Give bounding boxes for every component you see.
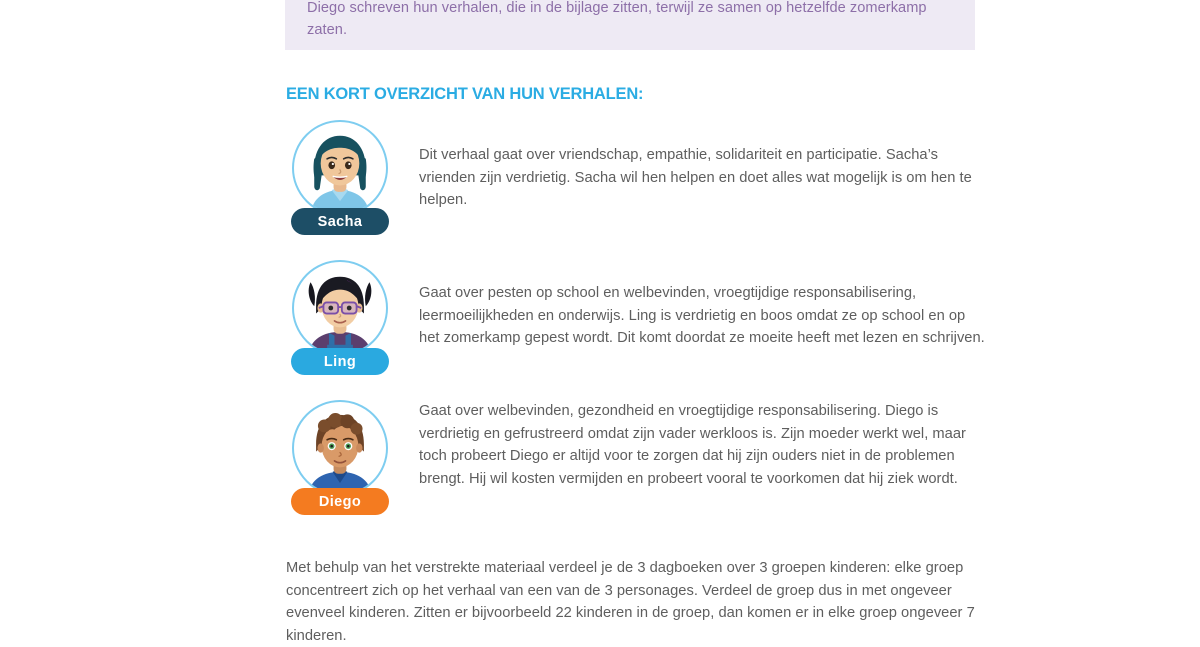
name-badge-ling: Ling xyxy=(291,348,389,375)
closing-paragraph: Met behulp van het verstrekte materiaal verdeel je de 3 dagboeken over 3 groepen kinderen: elke groep concentreert zich op het verhaal van een van de 3 personages. Verdeel de groep dus in met ongeveer evenveel kinderen. Zitten er bijvoorbeeld 22 kinderen in de groep, dan komen er in elke groep ongeveer 7 kinderen. xyxy=(286,560,975,644)
character-row-sacha xyxy=(285,120,990,238)
section-heading: EEN KORT OVERZICHT VAN HUN VERHALEN: xyxy=(286,85,644,103)
diego-avatar-icon xyxy=(292,400,388,496)
sacha-avatar-icon xyxy=(292,120,388,216)
name-badge-diego: Diego xyxy=(291,488,389,515)
ling-avatar-icon xyxy=(292,260,388,356)
character-description-ling: Gaat over pesten op school en welbevinden, vroegtijdige responsabilisering, leermoeilijkheden en onderwijs. Ling is verdrietig en boos omdat ze op school en op het zomerkamp gepest wordt. Dit komt doordat ze moeite heeft met lezen en schrijven. xyxy=(419,285,985,347)
callout-text: Diego schreven hun verhalen, die in de bijlage zitten, terwijl ze samen op hetzelfde zomerkamp zaten. xyxy=(307,0,927,38)
sacha-avatar-svg xyxy=(294,122,386,214)
avatar-block-diego xyxy=(285,400,397,518)
character-row-ling xyxy=(285,260,990,378)
character-row-diego xyxy=(285,400,990,518)
ling-avatar-svg xyxy=(294,262,386,354)
diego-avatar-svg xyxy=(294,402,386,494)
avatar-block-ling xyxy=(285,260,397,378)
character-description-sacha: Dit verhaal gaat over vriendschap, empathie, solidariteit en participatie. Sacha’s vrienden zijn verdrietig. Sacha wil hen helpen en doet alles wat mogelijk is om hen te helpen. xyxy=(419,147,972,209)
name-badge-sacha: Sacha xyxy=(291,208,389,235)
avatar-block-sacha xyxy=(285,120,397,238)
callout-box xyxy=(285,0,975,50)
character-description-diego: Gaat over welbevinden, gezondheid en vroegtijdige responsabilisering. Diego is verdrietig en gefrustreerd omdat zijn vader werkloos is. Zijn moeder werkt wel, maar toch probeert Diego er altijd voor te zorgen dat hij zijn ouders niet in de problemen brengt. Hij wil kosten vermijden en probeert vooral te voorkomen dat hij ziek wordt. xyxy=(419,403,966,487)
